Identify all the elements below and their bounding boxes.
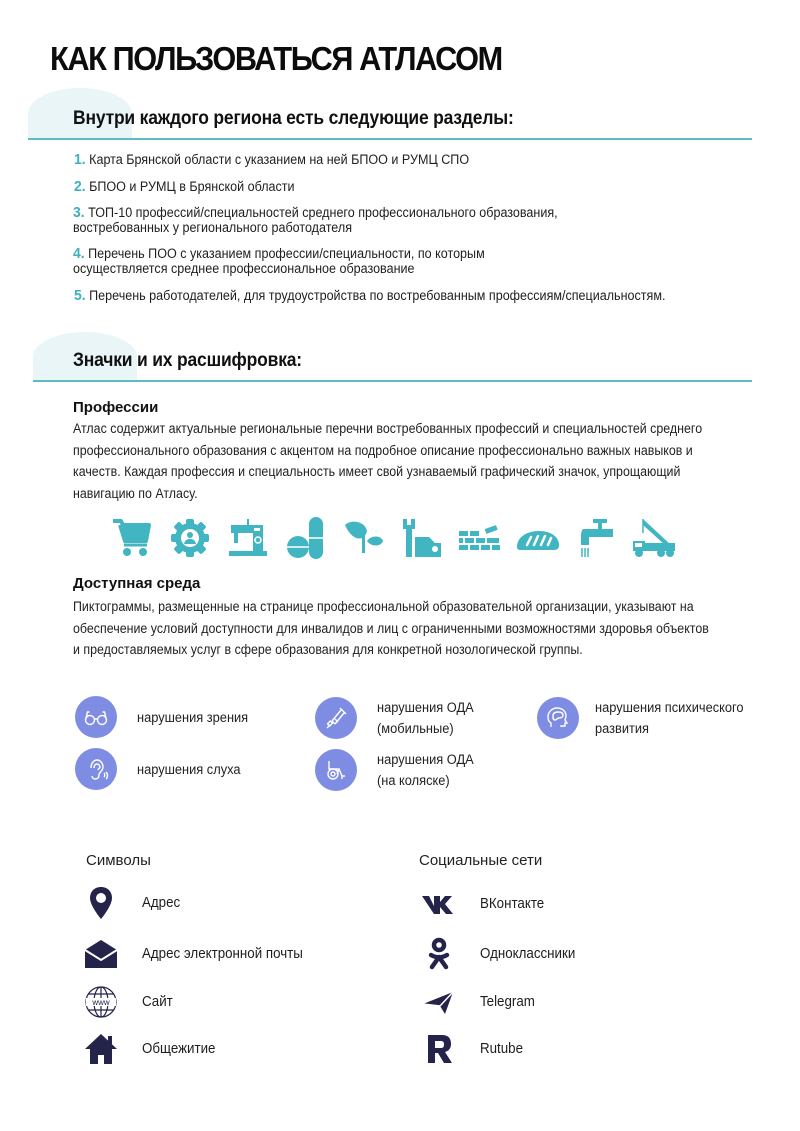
social-vk[interactable]: ВКонтакте (420, 885, 550, 923)
list-item: 1. Карта Брянской области с указанием на ней БПОО и РУМЦ СПО (74, 151, 470, 168)
ear-icon (75, 748, 117, 790)
accessibility-item-hearing: нарушения слуха (75, 748, 246, 790)
telegram-icon (420, 983, 458, 1021)
sewing-machine-icon (220, 515, 275, 561)
sections-heading: Внутри каждого региона есть следующие разделы: (73, 108, 514, 129)
social-rutube[interactable]: Rutube (420, 1030, 527, 1068)
bricks-icon (452, 515, 507, 561)
accessibility-item-oda-mobile: нарушения ОДА (мобильные) (315, 697, 479, 739)
list-item: 3. ТОП-10 профессий/специальностей среднего профессионального образования, востребованных у регионального работодателя (73, 204, 558, 235)
professions-text: Атлас содержит актуальные региональные перечни востребованных профессий и специальностей среднего профессионального образования с акцентом на подробное описание профессионально важных навыков и качеств. Каждая профессия и специальность имеет свой узнаваемый графический значок, упрощающий навигацию по Атласу. (73, 421, 703, 501)
accessibility-title: Доступная среда (73, 575, 201, 592)
accessibility-item-vision: нарушения зрения (75, 696, 254, 738)
rutube-icon (420, 1030, 458, 1068)
page-title: КАК ПОЛЬЗОВАТЬСЯ АТЛАСОМ (50, 40, 502, 77)
water-tap-icon (568, 515, 623, 561)
pills-icon (278, 515, 333, 561)
symbols-title: Символы (86, 852, 151, 869)
www-globe-icon (82, 983, 120, 1021)
sprout-icon (336, 515, 391, 561)
symbol-website: www Сайт (82, 983, 175, 1021)
symbol-email: Адрес электронной почты (82, 935, 317, 973)
crutch-icon (315, 697, 357, 739)
accessibility-text: Пиктограммы, размещенные на странице профессиональной образовательной организации, указывают на обеспечение условий доступности для инвалидов и лиц с ограниченными возможностями здоровья объектов и предоставляемых услуг в сфере образования для конкретной нозологической группы. (73, 599, 709, 657)
symbol-dormitory: Общежитие (82, 1030, 222, 1068)
header-rule (28, 138, 752, 140)
head-brain-icon (537, 697, 579, 739)
list-item: 2. БПОО и РУМЦ в Брянской области (74, 178, 295, 195)
professions-title: Профессии (73, 399, 159, 416)
header-rule (33, 380, 752, 382)
wrench-car-icon (394, 515, 449, 561)
svg-text:www: www (92, 998, 110, 1007)
envelope-icon (82, 935, 120, 973)
wheelchair-icon (315, 749, 357, 791)
vk-icon (420, 885, 458, 923)
accessibility-item-mental: нарушения психического развития (537, 697, 751, 739)
shopping-cart-icon (104, 515, 159, 561)
social-telegram[interactable]: Telegram (420, 983, 540, 1021)
profession-icons-row (104, 515, 684, 561)
list-item: 5. Перечень работодателей, для трудоустройства по востребованным профессиям/специальностям. (74, 287, 666, 304)
accessibility-item-oda-wheelchair: нарушения ОДА (на коляске) (315, 749, 479, 791)
house-icon (82, 1030, 120, 1068)
gear-person-icon (162, 515, 217, 561)
list-item: 4. Перечень ПОО с указанием профессии/специальности, по которым осуществляется среднее профессиональное образование (73, 245, 485, 276)
crane-truck-icon (626, 515, 681, 561)
bread-icon (510, 515, 565, 561)
symbol-address: Адрес (82, 884, 184, 922)
location-pin-icon (82, 884, 120, 922)
glasses-icon (75, 696, 117, 738)
social-odnoklassniki[interactable]: Одноклассники (420, 935, 584, 973)
icons-heading: Значки и их расшифровка: (73, 350, 302, 371)
social-title: Социальные сети (419, 852, 543, 869)
odnoklassniki-icon (420, 935, 458, 973)
